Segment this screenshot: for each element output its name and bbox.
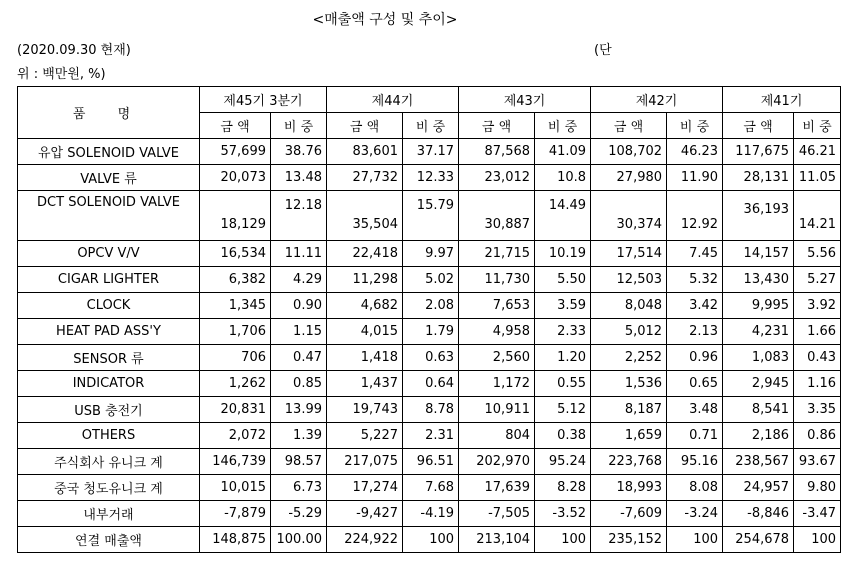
unit-note: 위 : 백만원, %) — [17, 67, 106, 82]
amount-cell: 7,653 — [459, 293, 535, 319]
row-item-name: CLOCK — [18, 293, 200, 319]
amount-cell: -9,427 — [327, 501, 403, 527]
amount-cell: 1,437 — [327, 371, 403, 397]
amount-cell: 1,172 — [459, 371, 535, 397]
amount-cell: 27,980 — [591, 165, 667, 191]
amount-cell: 4,682 — [327, 293, 403, 319]
amount-cell: 2,252 — [591, 345, 667, 371]
amount-cell: 20,073 — [200, 165, 271, 191]
period-header: 제41기 — [723, 87, 841, 113]
amount-cell: 224,922 — [327, 527, 403, 553]
ratio-cell: 0.47 — [271, 345, 327, 371]
amount-cell: 148,875 — [200, 527, 271, 553]
amount-cell: 223,768 — [591, 449, 667, 475]
amount-cell: 10,911 — [459, 397, 535, 423]
ratio-cell: 11.05 — [794, 165, 841, 191]
ratio-cell: 95.24 — [535, 449, 591, 475]
amount-cell: 1,083 — [723, 345, 794, 371]
ratio-cell: 11.90 — [667, 165, 723, 191]
row-item-name: 중국 청도유니크 계 — [18, 475, 200, 501]
ratio-cell: 1.20 — [535, 345, 591, 371]
period-header: 제45기 3분기 — [200, 87, 327, 113]
table-row — [18, 267, 841, 293]
ratio-cell: 0.43 — [794, 345, 841, 371]
amount-header: 금 액 — [200, 113, 271, 139]
amount-cell: 238,567 — [723, 449, 794, 475]
amount-cell: 87,568 — [459, 139, 535, 165]
table-row — [18, 139, 841, 165]
row-item-name: SENSOR 류 — [18, 345, 200, 371]
ratio-header: 비 중 — [794, 113, 841, 139]
ratio-cell: 7.45 — [667, 241, 723, 267]
ratio-cell: 9.80 — [794, 475, 841, 501]
header-row-periods — [18, 87, 841, 113]
ratio-cell: 2.08 — [403, 293, 459, 319]
ratio-cell: 0.85 — [271, 371, 327, 397]
table-row — [18, 397, 841, 423]
ratio-cell: 15.79 — [403, 191, 459, 241]
table-title: <매출액 구성 및 추이> — [312, 12, 458, 28]
amount-cell: 21,715 — [459, 241, 535, 267]
ratio-cell: 37.17 — [403, 139, 459, 165]
table-body — [18, 139, 841, 553]
amount-cell: 17,514 — [591, 241, 667, 267]
ratio-header: 비 중 — [403, 113, 459, 139]
amount-cell: 254,678 — [723, 527, 794, 553]
ratio-cell: 0.55 — [535, 371, 591, 397]
ratio-cell: 8.28 — [535, 475, 591, 501]
ratio-header: 비 중 — [535, 113, 591, 139]
amount-cell: 36,193 — [723, 191, 794, 241]
amount-cell: 23,012 — [459, 165, 535, 191]
row-item-name: 유압 SOLENOID VALVE — [18, 139, 200, 165]
amount-cell: 8,187 — [591, 397, 667, 423]
ratio-cell: 12.18 — [271, 191, 327, 241]
row-item-name: CIGAR LIGHTER — [18, 267, 200, 293]
ratio-cell: 100.00 — [271, 527, 327, 553]
ratio-cell: 0.90 — [271, 293, 327, 319]
ratio-header: 비 중 — [271, 113, 327, 139]
ratio-cell: 14.49 — [535, 191, 591, 241]
amount-cell: 217,075 — [327, 449, 403, 475]
period-header: 제44기 — [327, 87, 459, 113]
table-row — [18, 423, 841, 449]
ratio-cell: 0.86 — [794, 423, 841, 449]
row-item-name: VALVE 류 — [18, 165, 200, 191]
amount-cell: 11,730 — [459, 267, 535, 293]
ratio-cell: 0.63 — [403, 345, 459, 371]
ratio-cell: 5.50 — [535, 267, 591, 293]
ratio-cell: 1.39 — [271, 423, 327, 449]
ratio-cell: -5.29 — [271, 501, 327, 527]
amount-cell: 28,131 — [723, 165, 794, 191]
amount-cell: 1,706 — [200, 319, 271, 345]
amount-cell: 5,227 — [327, 423, 403, 449]
ratio-cell: 93.67 — [794, 449, 841, 475]
table-row — [18, 527, 841, 553]
amount-header: 금 액 — [459, 113, 535, 139]
amount-cell: 17,639 — [459, 475, 535, 501]
ratio-cell: 4.29 — [271, 267, 327, 293]
ratio-cell: 8.08 — [667, 475, 723, 501]
ratio-cell: -3.47 — [794, 501, 841, 527]
amount-cell: 8,048 — [591, 293, 667, 319]
ratio-cell: -4.19 — [403, 501, 459, 527]
ratio-cell: 3.42 — [667, 293, 723, 319]
ratio-cell: 2.33 — [535, 319, 591, 345]
ratio-cell: 5.32 — [667, 267, 723, 293]
amount-cell: 706 — [200, 345, 271, 371]
table-row — [18, 241, 841, 267]
amount-cell: 4,958 — [459, 319, 535, 345]
ratio-cell: 2.13 — [667, 319, 723, 345]
ratio-cell: 13.99 — [271, 397, 327, 423]
ratio-cell: 0.65 — [667, 371, 723, 397]
ratio-cell: 1.15 — [271, 319, 327, 345]
ratio-cell: 100 — [535, 527, 591, 553]
ratio-cell: 0.96 — [667, 345, 723, 371]
ratio-cell: 0.71 — [667, 423, 723, 449]
ratio-cell: 38.76 — [271, 139, 327, 165]
unit-note-fragment: (단 — [594, 43, 612, 58]
ratio-header: 비 중 — [667, 113, 723, 139]
ratio-cell: 98.57 — [271, 449, 327, 475]
row-item-name: 내부거래 — [18, 501, 200, 527]
amount-cell: 13,430 — [723, 267, 794, 293]
amount-cell: 4,231 — [723, 319, 794, 345]
amount-cell: 19,743 — [327, 397, 403, 423]
ratio-cell: 9.97 — [403, 241, 459, 267]
ratio-cell: 13.48 — [271, 165, 327, 191]
table-row — [18, 191, 841, 241]
amount-cell: 146,739 — [200, 449, 271, 475]
amount-cell: 6,382 — [200, 267, 271, 293]
amount-header: 금 액 — [327, 113, 403, 139]
amount-cell: 117,675 — [723, 139, 794, 165]
ratio-cell: 100 — [667, 527, 723, 553]
row-item-name: OTHERS — [18, 423, 200, 449]
row-item-name: DCT SOLENOID VALVE — [18, 191, 200, 241]
amount-cell: 17,274 — [327, 475, 403, 501]
amount-cell: 14,157 — [723, 241, 794, 267]
ratio-cell: 1.79 — [403, 319, 459, 345]
ratio-cell: 95.16 — [667, 449, 723, 475]
amount-cell: 18,129 — [200, 191, 271, 241]
ratio-cell: 3.48 — [667, 397, 723, 423]
ratio-cell: 0.64 — [403, 371, 459, 397]
table-row — [18, 449, 841, 475]
ratio-cell: -3.24 — [667, 501, 723, 527]
ratio-cell: 3.35 — [794, 397, 841, 423]
ratio-cell: 41.09 — [535, 139, 591, 165]
amount-cell: 1,536 — [591, 371, 667, 397]
amount-cell: 16,534 — [200, 241, 271, 267]
ratio-cell: 100 — [403, 527, 459, 553]
ratio-cell: 1.16 — [794, 371, 841, 397]
amount-cell: 108,702 — [591, 139, 667, 165]
ratio-cell: 5.56 — [794, 241, 841, 267]
amount-cell: 804 — [459, 423, 535, 449]
ratio-cell: 5.27 — [794, 267, 841, 293]
amount-cell: 30,887 — [459, 191, 535, 241]
ratio-cell: 3.59 — [535, 293, 591, 319]
row-item-name: 연결 매출액 — [18, 527, 200, 553]
ratio-cell: -3.52 — [535, 501, 591, 527]
amount-cell: 235,152 — [591, 527, 667, 553]
row-item-name: 주식회사 유니크 계 — [18, 449, 200, 475]
amount-cell: -7,609 — [591, 501, 667, 527]
amount-cell: 8,541 — [723, 397, 794, 423]
amount-cell: 4,015 — [327, 319, 403, 345]
ratio-cell: 5.12 — [535, 397, 591, 423]
ratio-cell: 7.68 — [403, 475, 459, 501]
ratio-cell: 8.78 — [403, 397, 459, 423]
period-header: 제42기 — [591, 87, 723, 113]
amount-cell: 83,601 — [327, 139, 403, 165]
row-item-name: HEAT PAD ASS'Y — [18, 319, 200, 345]
ratio-cell: 100 — [794, 527, 841, 553]
ratio-cell: 5.02 — [403, 267, 459, 293]
row-item-name: OPCV V/V — [18, 241, 200, 267]
amount-cell: 1,262 — [200, 371, 271, 397]
ratio-cell: 12.92 — [667, 191, 723, 241]
amount-cell: 1,418 — [327, 345, 403, 371]
ratio-cell: 6.73 — [271, 475, 327, 501]
ratio-cell: 10.8 — [535, 165, 591, 191]
ratio-cell: 14.21 — [794, 191, 841, 241]
table-row — [18, 165, 841, 191]
ratio-cell: 11.11 — [271, 241, 327, 267]
table-row — [18, 501, 841, 527]
amount-cell: 1,345 — [200, 293, 271, 319]
amount-header: 금 액 — [723, 113, 794, 139]
sales-composition-table — [17, 86, 841, 553]
amount-cell: 5,012 — [591, 319, 667, 345]
amount-cell: 2,945 — [723, 371, 794, 397]
ratio-cell: 2.31 — [403, 423, 459, 449]
amount-cell: 30,374 — [591, 191, 667, 241]
ratio-cell: 96.51 — [403, 449, 459, 475]
ratio-cell: 46.21 — [794, 139, 841, 165]
amount-cell: -7,879 — [200, 501, 271, 527]
amount-cell: 2,560 — [459, 345, 535, 371]
amount-cell: 2,072 — [200, 423, 271, 449]
row-item-name: USB 충전기 — [18, 397, 200, 423]
ratio-cell: 10.19 — [535, 241, 591, 267]
ratio-cell: 1.66 — [794, 319, 841, 345]
amount-cell: 213,104 — [459, 527, 535, 553]
amount-cell: -7,505 — [459, 501, 535, 527]
amount-cell: 57,699 — [200, 139, 271, 165]
table-row — [18, 293, 841, 319]
ratio-cell: 12.33 — [403, 165, 459, 191]
table-row — [18, 475, 841, 501]
as-of-date: (2020.09.30 현재) — [17, 43, 131, 58]
amount-cell: 22,418 — [327, 241, 403, 267]
amount-cell: 202,970 — [459, 449, 535, 475]
period-header: 제43기 — [459, 87, 591, 113]
amount-cell: 18,993 — [591, 475, 667, 501]
item-header: 품 명 — [18, 87, 200, 139]
table-row — [18, 371, 841, 397]
amount-header: 금 액 — [591, 113, 667, 139]
amount-cell: -8,846 — [723, 501, 794, 527]
amount-cell: 2,186 — [723, 423, 794, 449]
ratio-cell: 3.92 — [794, 293, 841, 319]
amount-cell: 11,298 — [327, 267, 403, 293]
amount-cell: 9,995 — [723, 293, 794, 319]
amount-cell: 12,503 — [591, 267, 667, 293]
amount-cell: 1,659 — [591, 423, 667, 449]
ratio-cell: 0.38 — [535, 423, 591, 449]
amount-cell: 27,732 — [327, 165, 403, 191]
table-row — [18, 319, 841, 345]
ratio-cell: 46.23 — [667, 139, 723, 165]
amount-cell: 35,504 — [327, 191, 403, 241]
amount-cell: 20,831 — [200, 397, 271, 423]
table-row — [18, 345, 841, 371]
amount-cell: 10,015 — [200, 475, 271, 501]
row-item-name: INDICATOR — [18, 371, 200, 397]
amount-cell: 24,957 — [723, 475, 794, 501]
